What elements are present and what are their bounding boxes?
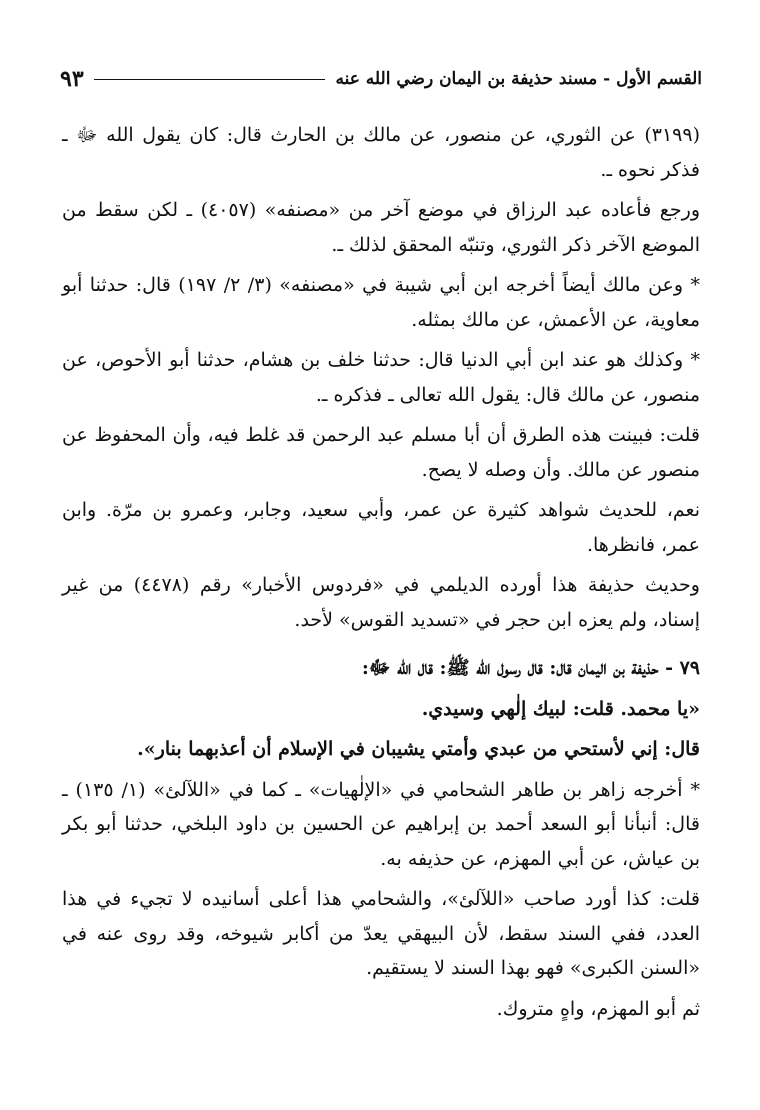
paragraph-daylami: وحديث حذيفة هذا أورده الديلمي في «فردوس الأخبار» رقم (٤٤٧٨) من غير إسناد، ولم يعزه ابن حجر في «تسديد القوس» لأحد. xyxy=(62,574,700,631)
paragraph-ibn-abi-shaybah: * وعن مالك أيضاً أخرجه ابن أبي شيبة في «مصنفه» (٣/ ٢/ ١٩٧) قال: حدثنا أبو معاوية، عن الأعمش، عن مالك بمثله. xyxy=(62,274,700,331)
paragraph-abu-muhazzam: ثم أبو المهزم، واهٍ متروك. xyxy=(496,997,700,1020)
paragraph-witnesses: نعم، للحديث شواهد كثيرة عن عمر، وأبي سعيد، وجابر، وعمرو بن مرّة. وابن عمر، فانظرها. xyxy=(62,499,700,556)
paragraph-shahhami: * أخرجه زاهر بن طاهر الشحامي في «الإلٰهيات» ـ كما في «اللآلئ» (١/ ١٣٥) ـ قال: أنبأنا أبو السعد أحمد بن إبراهيم عن الحسين بن داود البلخي، حدثنا أبو بكر بن عياش، عن أبي المهزم، عن حذيفه به. xyxy=(62,778,700,870)
page-number: ٩٣ xyxy=(60,66,84,92)
paragraph-conclusion: قلت: فبينت هذه الطرق أن أبا مسلم عبد الرحمن قد غلط فيه، وأن المحفوظ عن منصور عن مالك. وأن وصله لا يصح. xyxy=(62,424,700,481)
paragraph-ibn-abi-dunya: * وكذلك هو عند ابن أبي الدنيا قال: حدثنا خلف بن هشام، حدثنا أبو الأحوص، عن منصور، عن مالك قال: يقول الله تعالى ـ فذكره ـ. xyxy=(62,349,700,406)
hadith-79-text-2: قال: إني لأستحي من عبدي وأمتي يشيبان في الإسلام أن أعذبهما بنار». xyxy=(137,738,700,760)
paragraph-abdulrazzaq: ورجع فأعاده عبد الرزاق في موضع آخر من «مصنفه» (٤٠٥٧) ـ لكن سقط من الموضع الآخر ذكر الثوري، وتنبّه المحقق لذلك ـ. xyxy=(62,199,700,256)
page-body xyxy=(62,118,700,1032)
hadith-79-text-1: «يا محمد. قلت: لبيك إلٰهي وسيدي. xyxy=(421,697,700,720)
paragraph-hadith-3199: (٣١٩٩) عن الثوري، عن منصور، عن مالك بن الحارث قال: كان يقول الله ﷻ ـ فذكر نحوه ـ. xyxy=(62,124,700,181)
header-rule xyxy=(94,79,326,80)
running-header xyxy=(60,62,702,96)
hadith-79-heading: ٧٩ - حذيفة بن اليمان قال: قال رسول الله ﷺ: قال الله ﷻ: xyxy=(361,657,700,679)
header-title: القسم الأول - مسند حذيفة بن اليمان رضي الله عنه xyxy=(335,69,702,89)
paragraph-laali-note: قلت: كذا أورد صاحب «اللآلئ»، والشحامي هذا أعلى أسانيده لا تجيء في هذا العدد، ففي السند سقط، لأن البيهقي يعدّ من أكابر شيوخه، وقد روى عنه في «السنن الكبرى» فهو بهذا السند لا يستقيم. xyxy=(62,888,700,979)
